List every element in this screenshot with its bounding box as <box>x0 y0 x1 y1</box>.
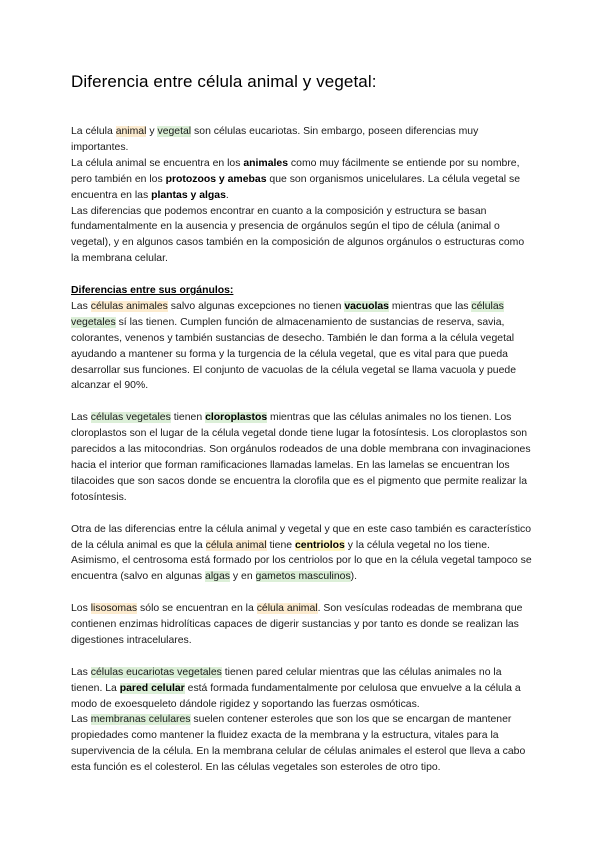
text-run: Otra de las diferencias entre la célula animal y vegetal y que en este caso también es característico de la célula animal es que la <box>71 523 532 551</box>
highlighted-term: membranas celulares <box>90 714 191 726</box>
document-body <box>71 124 533 776</box>
text-run: y la célula vegetal no los tiene. Asimismo, el centrosoma está formado por los centriolos por lo que en la célula vegetal tampoco se encuentra (salvo en algunas <box>71 539 532 583</box>
highlighted-term: cloroplastos <box>205 412 268 424</box>
text-run: mientras que las <box>389 300 472 312</box>
paragraph-spacer <box>71 506 533 522</box>
highlighted-term: animal <box>115 126 147 137</box>
text-run: . Son vesículas rodeadas de membrana que contienen enzimas hidrolíticas capaces de digerir sustancias y por tanto es donde se realizan las digestiones intracelulares. <box>71 603 523 646</box>
text-run: La célula <box>71 126 116 137</box>
highlighted-term: células vegetales <box>71 300 504 328</box>
paragraph <box>71 601 533 649</box>
highlighted-term: plantas y algas <box>151 189 226 201</box>
highlighted-term: centriolos <box>294 539 345 551</box>
text-run: salvo algunas excepciones no tienen <box>167 300 345 312</box>
paragraph-spacer <box>71 394 533 410</box>
highlighted-term: lisosomas <box>90 603 138 615</box>
text-run: Las <box>71 412 91 424</box>
highlighted-term: animales <box>243 157 289 169</box>
text-run: sí las tienen. Cumplen función de almacenamiento de sustancias de reserva, savia, colorantes, venenos y también sustancias de desecho. También le dan forma a la célula vegetal ayudando a mantener su forma y la turgencia de la célula vegetal, que es vital para que pueda desarrollar sus funciones. El conjunto de vacuolas de la célula vegetal se llama vacuola y puede alcanzar el 90%. <box>71 316 517 392</box>
text-run: Los <box>71 603 91 615</box>
paragraph <box>71 522 533 586</box>
text-run: tienen <box>170 412 206 424</box>
text-run: y en <box>230 571 256 583</box>
paragraph-spacer <box>71 649 533 665</box>
highlighted-term: algas <box>205 571 230 583</box>
text-run: como muy fácilmente se entiende por su nombre, pero también en los <box>71 157 520 185</box>
highlighted-term: gametos masculinos <box>255 571 351 583</box>
text-run: tienen pared celular mientras que las células animales no la tienen. La <box>71 666 502 694</box>
text-run: ). <box>350 571 358 583</box>
text-run: está formada fundamentalmente por celulosa que envuelve a la célula a modo de exoesqueleto dándole rigidez y soportando las fuerzas osmóticas. <box>71 682 521 710</box>
page-title: Diferencia entre célula animal y vegetal: <box>71 72 377 91</box>
paragraph <box>71 156 533 204</box>
text-run: Las diferencias que podemos encontrar en cuanto a la composición y estructura se basan fundamentalmente en la ausencia y presencia de orgánulos según el tipo de célula (animal o vegetal), y en algunos casos también en la composición de algunos orgánulos o estructuras como la membrana celular. <box>71 205 525 265</box>
paragraph <box>71 204 533 268</box>
text-run: sólo se encuentran en la <box>137 603 257 615</box>
text-run: . <box>225 189 229 201</box>
text-run: que son organismos unicelulares. La célula vegetal se encuentra en las <box>71 173 521 201</box>
paragraph-spacer <box>71 585 533 601</box>
paragraph <box>71 283 533 299</box>
highlighted-term: célula animal <box>256 603 318 615</box>
text-run: son células eucariotas. Sin embargo, poseen diferencias muy importantes. <box>71 126 479 153</box>
highlighted-term: células eucariotas vegetales <box>90 666 222 678</box>
highlighted-term: vacuolas <box>344 300 389 312</box>
highlighted-term: célula animal <box>205 539 267 551</box>
text-run: Las <box>71 714 91 726</box>
text-run: suelen contener esteroles que son los que se encargan de mantener propiedades como mantener la fluidez exacta de la membrana y la estructura, vitales para la supervivencia de la célula. En la membrana celular de células animales el esterol que lleva a cabo esta función es el colesterol. En las células vegetales son esteroles de otro tipo. <box>71 714 526 774</box>
highlighted-term: células vegetales <box>90 412 171 424</box>
text-run: Las <box>71 666 91 678</box>
text-run: La célula animal se encuentra en los <box>71 157 244 169</box>
paragraph <box>71 410 533 505</box>
highlighted-term: pared celular <box>119 682 185 694</box>
paragraph <box>71 299 533 394</box>
highlighted-term: células animales <box>90 300 168 312</box>
paragraph-spacer <box>71 267 533 283</box>
highlighted-term: vegetal <box>157 126 192 137</box>
highlighted-term: protozoos y amebas <box>165 173 267 185</box>
text-run: Las <box>71 300 91 312</box>
text-run: tiene <box>266 539 295 551</box>
paragraph <box>71 665 533 713</box>
paragraph <box>71 712 533 776</box>
text-run: mientras que las células animales no los tienen. Los cloroplastos son el lugar de la célula vegetal donde tiene lugar la fotosíntesis. Los cloroplastos son parecidos a las mitocondrias. Son orgánulos rodeados de una doble membrana con invaginaciones hacia el interior que forman ramificaciones llamadas lamelas. En las lamelas se encuentran los tilacoides que son sacos donde se encuentra la clorofila que es el pigmento que permite realizar la fotosíntesis. <box>71 412 531 503</box>
paragraph <box>71 124 533 156</box>
text-run: y <box>146 126 158 137</box>
highlighted-term: Diferencias entre sus orgánulos: <box>71 285 234 297</box>
